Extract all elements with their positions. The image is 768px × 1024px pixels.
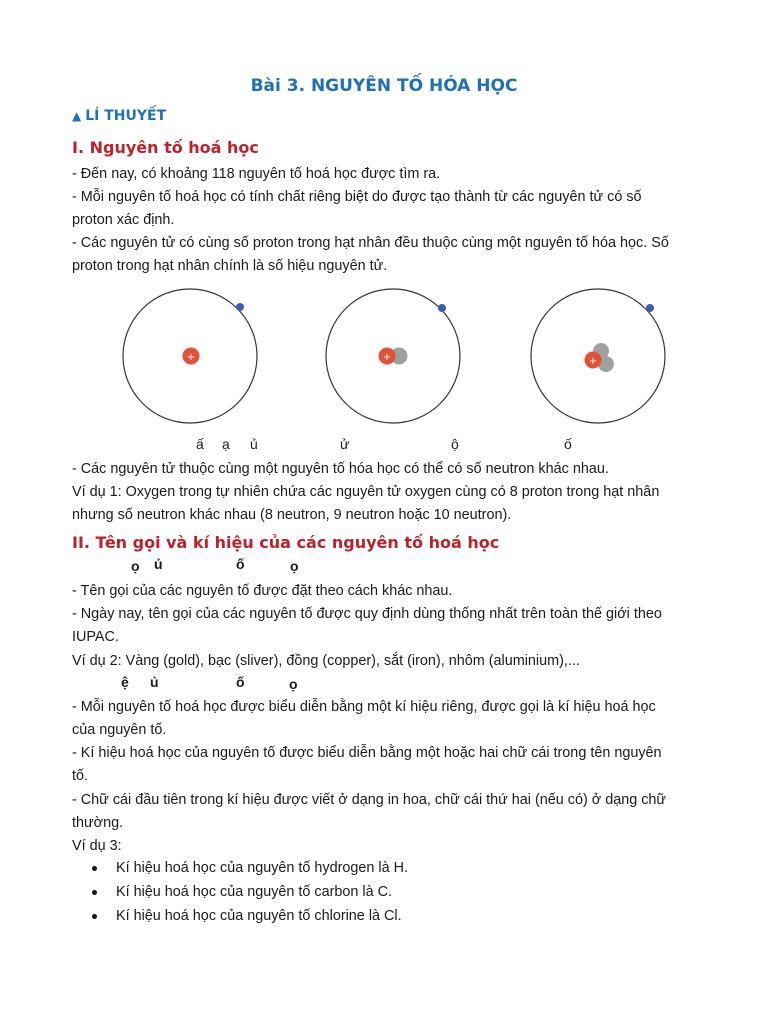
- atom-hydrogen-3: [531, 289, 665, 423]
- section1-after-line-2: Ví dụ 1: Oxygen trong tự nhiên chứa các nguyên tử oxygen cùng có 8 proton trong hạt nhân: [72, 484, 660, 500]
- section1-line-1: - Đến nay, có khoảng 118 nguyên tố hoá học được tìm ra.: [72, 166, 441, 182]
- caption-fragment: ố: [564, 436, 572, 452]
- sub1-fragment: ọ: [290, 558, 299, 574]
- section1-line-3: proton xác định.: [72, 212, 175, 228]
- section1-heading: I. Nguyên tố hoá học: [72, 138, 259, 157]
- section2-b-line-7: Ví dụ 3:: [72, 838, 122, 854]
- list-item-text: Kí hiệu hoá học của nguyên tố hydrogen là H.: [116, 860, 409, 876]
- proton-plus-label: +: [382, 352, 392, 363]
- caption-fragment: ộ: [451, 436, 459, 452]
- section2-b-line-5: - Chữ cái đầu tiên trong kí hiệu được viết ở dạng in hoa, chữ cái thứ hai (nếu có) ở dạng chữ: [72, 792, 667, 808]
- section2-b-line-1: - Mỗi nguyên tố hoá học được biểu diễn bằng một kí hiệu riêng, được gọi là kí hiệu hoá học: [72, 699, 656, 715]
- caption-fragment: ạ: [222, 436, 230, 452]
- sub1-fragment: ủ: [154, 556, 163, 572]
- list-item: [90, 904, 408, 928]
- section1-line-2: - Mỗi nguyên tố hoá học có tính chất riêng biệt do được tạo thành từ các nguyên tử có số: [72, 189, 642, 205]
- sub1-fragment: ọ: [131, 558, 140, 574]
- proton-plus-label: +: [588, 356, 598, 367]
- sub2-fragment: ọ: [289, 676, 298, 692]
- section2-b-line-6: thường.: [72, 815, 124, 831]
- caption-fragment: ử: [340, 436, 350, 452]
- section2-line-1: - Tên gọi của các nguyên tố được đặt theo cách khác nhau.: [72, 583, 453, 599]
- section1-line-4: - Các nguyên tử có cùng số proton trong hạt nhân đều thuộc cùng một nguyên tố hóa học. Số: [72, 235, 669, 251]
- section2-heading: II. Tên gọi và kí hiệu của các nguyên tố hoá học: [72, 533, 500, 552]
- electron-icon: [646, 304, 654, 312]
- bullet-icon: [92, 890, 97, 895]
- electron-icon: [236, 303, 244, 311]
- section2-line-3: IUPAC.: [72, 629, 119, 645]
- list-item: [90, 856, 408, 880]
- atom-hydrogen-2: [326, 289, 460, 423]
- list-item-text: Kí hiệu hoá học của nguyên tố chlorine là Cl.: [116, 908, 402, 924]
- proton-plus-label: +: [186, 352, 196, 363]
- section1-after-line-1: - Các nguyên tử thuộc cùng một nguyên tố hóa học có thể có số neutron khác nhau.: [72, 461, 609, 477]
- list-item: [90, 880, 408, 904]
- list-item-text: Kí hiệu hoá học của nguyên tố carbon là C.: [116, 884, 393, 900]
- section-tag: [72, 108, 166, 124]
- caption-fragment: ủ: [250, 436, 258, 452]
- caption-fragment: ấ: [196, 436, 204, 452]
- section2-b-line-3: - Kí hiệu hoá học của nguyên tố được biểu diễn bằng một hoặc hai chữ cái trong tên nguyên: [72, 745, 662, 761]
- sub2-fragment: ố: [236, 674, 245, 690]
- page-title: Bài 3. NGUYÊN TỐ HÓA HỌC: [250, 76, 518, 96]
- atom-hydrogen-1: [123, 289, 257, 423]
- section2-b-line-2: của nguyên tố.: [72, 722, 167, 738]
- bullet-icon: [92, 866, 97, 871]
- electron-icon: [438, 304, 446, 312]
- sub1-fragment: ố: [236, 556, 245, 572]
- section1-line-5: proton trong hạt nhân chính là số hiệu nguyên tử.: [72, 258, 388, 274]
- section2-line-4: Ví dụ 2: Vàng (gold), bạc (sliver), đồng (copper), sắt (iron), nhôm (aluminium),...: [72, 653, 580, 669]
- section2-b-line-4: tố.: [72, 768, 88, 784]
- section-tag-label: LÍ THUYẾT: [85, 108, 167, 124]
- bullet-icon: [92, 914, 97, 919]
- sub2-fragment: ủ: [150, 674, 159, 690]
- sub2-fragment: ệ: [121, 674, 129, 690]
- example-bullet-list: [90, 856, 408, 928]
- triangle-icon: ▲: [72, 109, 82, 123]
- atom-models-figure: [110, 280, 690, 430]
- section2-line-2: - Ngày nay, tên gọi của các nguyên tố được quy định dùng thống nhất trên toàn thế giới theo: [72, 606, 662, 622]
- section1-after-line-3: nhưng số neutron khác nhau (8 neutron, 9 neutron hoặc 10 neutron).: [72, 507, 512, 523]
